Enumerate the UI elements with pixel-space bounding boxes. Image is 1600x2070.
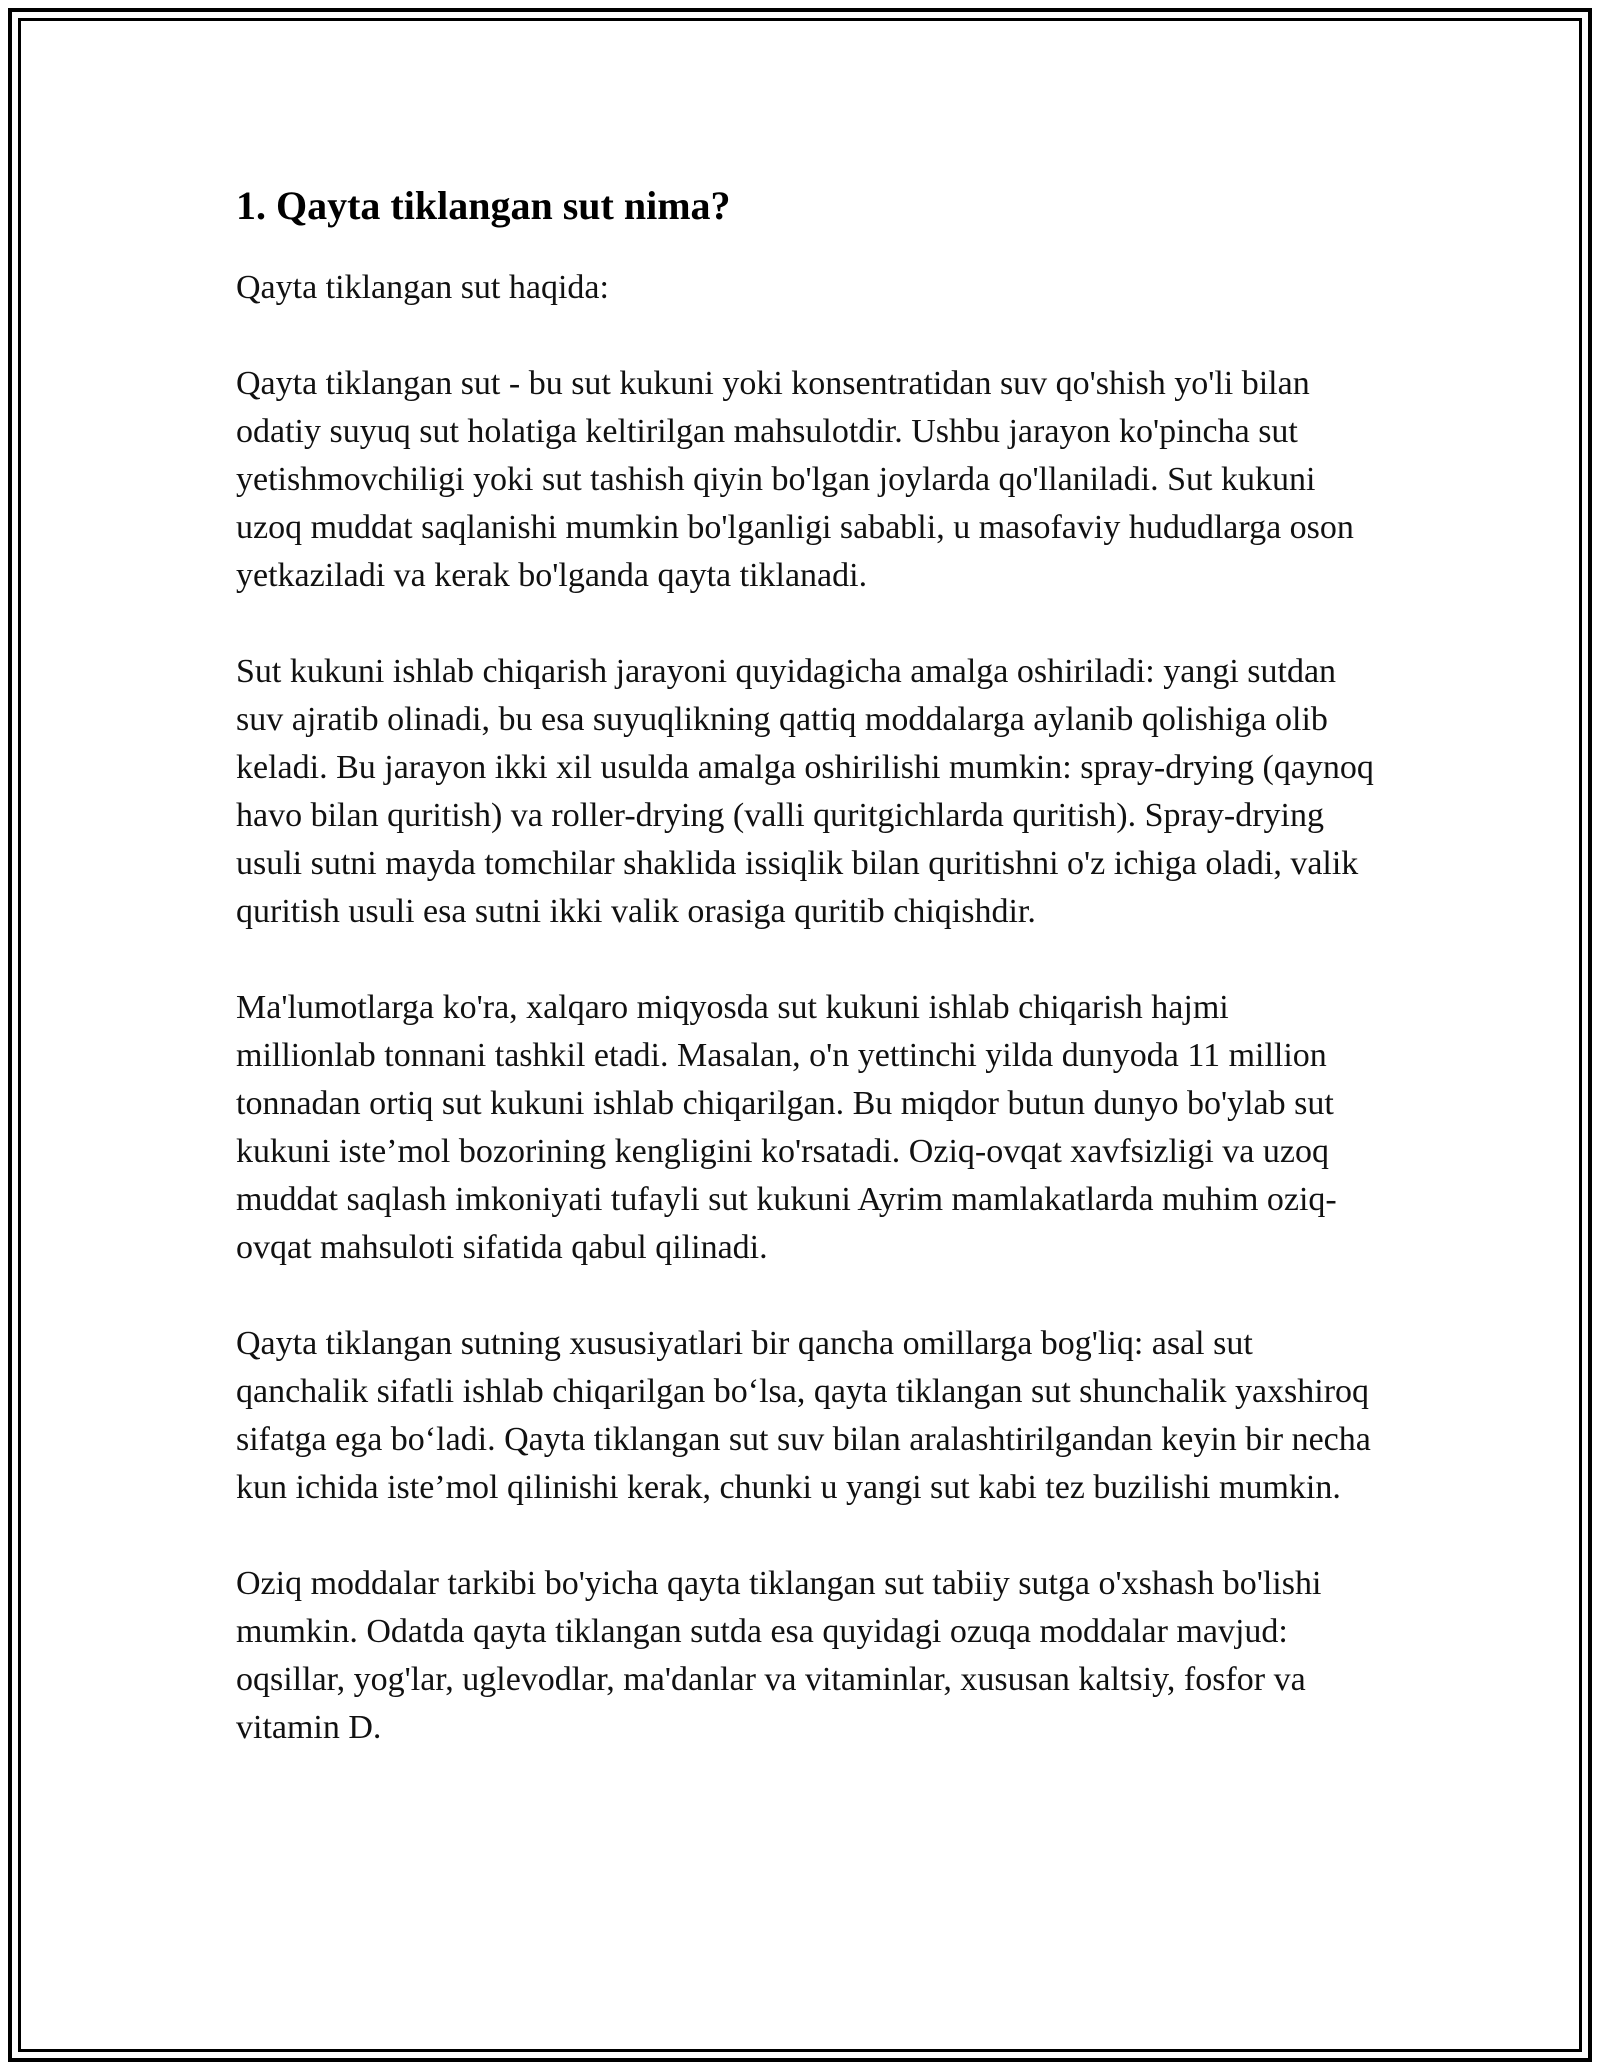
paragraph-properties: Qayta tiklangan sutning xususiyatlari bir qancha omillarga bog'liq: asal sut qanchalik sifatli ishlab chiqarilgan bo‘lsa, qayta tiklangan sut shunchalik yaxshiroq sifatga ega bo‘ladi. Qayta tiklangan sut suv bilan aralashtirilgandan keyin bir necha kun ichida iste’mol qilinishi kerak, chunki u yangi sut kabi tez buzilishi mumkin. xyxy=(236,1325,1371,1506)
section-heading: 1. Qayta tiklangan sut nima? xyxy=(236,183,731,228)
paragraph-statistics: Ma'lumotlarga ko'ra, xalqaro miqyosda sut kukuni ishlab chiqarish hajmi millionlab tonnani tashkil etadi. Masalan, o'n yettinchi yilda dunyoda 11 million tonnadan ortiq sut kukuni ishlab chiqarilgan. Bu miqdor butun dunyo bo'ylab sut kukuni iste’mol bozorining kengligini ko'rsatadi. Oziq-ovqat xavfsizligi va uzoq muddat saqlash imkoniyati tufayli sut kukuni Ayrim mamlakatlarda muhim oziq-ovqat mahsuloti sifatida qabul qilinadi. xyxy=(236,989,1337,1266)
paragraph-definition: Qayta tiklangan sut - bu sut kukuni yoki konsentratidan suv qo'shish yo'li bilan odatiy suyuq sut holatiga keltirilgan mahsulotdir. Ushbu jarayon ko'pincha sut yetishmovchiligi yoki sut tashish qiyin bo'lgan joylarda qo'llaniladi. Sut kukuni uzoq muddat saqlanishi mumkin bo'lganligi sababli, u masofaviy hududlarga oson yetkaziladi va kerak bo'lganda qayta tiklanadi. xyxy=(236,365,1354,594)
paragraph-nutrients: Oziq moddalar tarkibi bo'yicha qayta tiklangan sut tabiiy sutga o'xshash bo'lishi mumkin. Odatda qayta tiklangan sutda esa quyidagi ozuqa moddalar mavjud: oqsillar, yog'lar, uglevodlar, ma'danlar va vitaminlar, xususan kaltsiy, fosfor va vitamin D. xyxy=(236,1565,1322,1746)
document-body xyxy=(236,178,1376,1752)
intro-line: Qayta tiklangan sut haqida: xyxy=(236,269,609,306)
paragraph-production-process: Sut kukuni ishlab chiqarish jarayoni quyidagicha amalga oshiriladi: yangi sutdan suv ajratib olinadi, bu esa suyuqlikning qattiq moddalarga aylanib qolishiga olib keladi. Bu jarayon ikki xil usulda amalga oshirilishi mumkin: spray-drying (qaynoq havo bilan quritish) va roller-drying (valli quritgichlarda quritish). Spray-drying usuli sutni mayda tomchilar shaklida issiqlik bilan quritishni o'z ichiga oladi, valik quritish usuli esa sutni ikki valik orasiga quritib chiqishdir. xyxy=(236,653,1374,930)
